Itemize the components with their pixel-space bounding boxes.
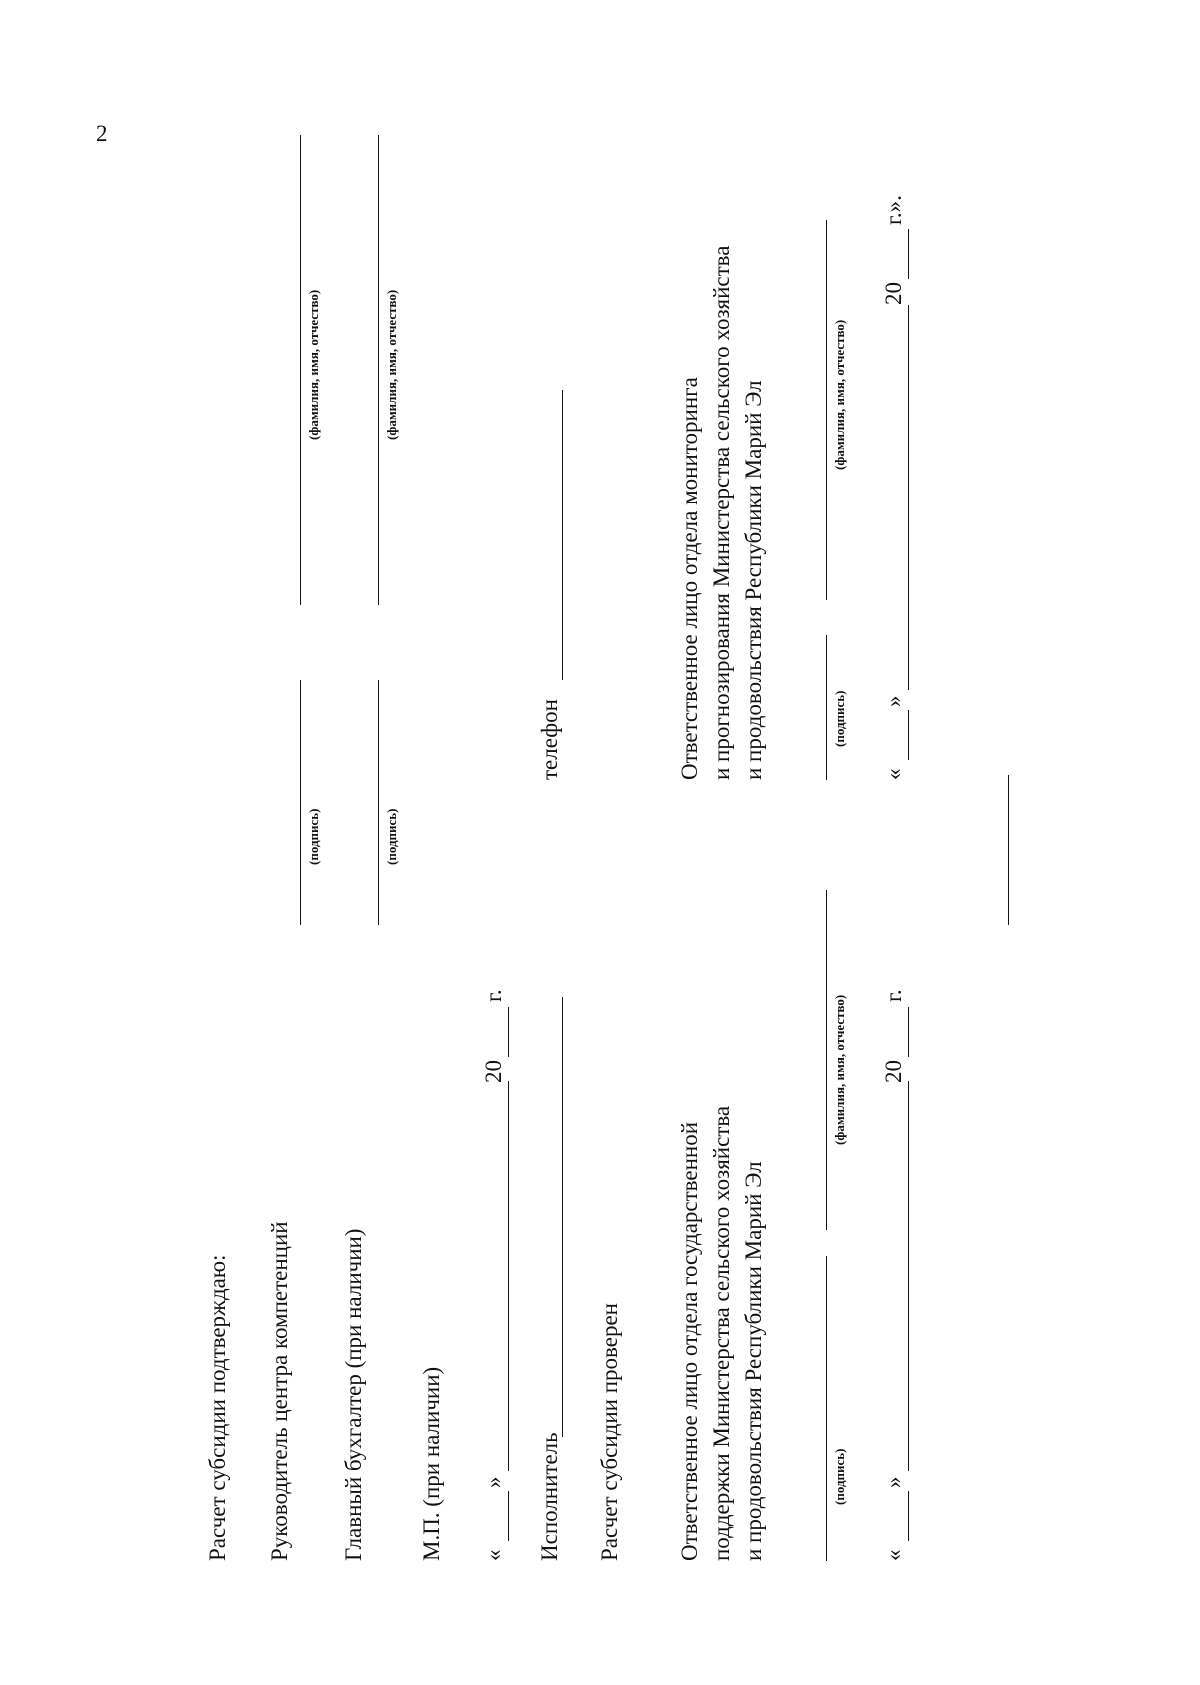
date-year-prefix-1: 20 bbox=[481, 1060, 506, 1083]
accountant-name-label: (фамилия, имя, отчество) bbox=[384, 289, 399, 440]
right-name-line bbox=[826, 220, 827, 600]
phone-label: телефон bbox=[537, 699, 562, 780]
resp-monitoring-line-1: Ответственное лицо отдела мониторинга bbox=[677, 377, 702, 780]
date-year-line-2 bbox=[908, 1007, 909, 1057]
date-year-prefix-2: 20 bbox=[881, 1060, 906, 1083]
date-year-line-3 bbox=[908, 229, 909, 279]
resp-state-support-line-3: и продовольствия Республики Марий Эл bbox=[741, 1161, 766, 1561]
left-signature-label: (подпись) bbox=[832, 1448, 847, 1505]
date-day-line-3 bbox=[908, 710, 909, 760]
date-day-line-2 bbox=[908, 1491, 909, 1541]
date-line-1: « bbox=[481, 1549, 506, 1561]
date-year-prefix-3: 20 bbox=[881, 282, 906, 305]
accountant-signature-line bbox=[378, 680, 379, 925]
left-name-label: (фамилия, имя, отчество) bbox=[832, 994, 847, 1145]
confirm-heading: Расчет субсидии подтверждаю: bbox=[205, 1254, 230, 1561]
resp-monitoring-line-3: и продовольствия Республики Марий Эл bbox=[741, 380, 766, 780]
head-center-label: Руководитель центра компетенций bbox=[267, 1221, 292, 1561]
page-number: 2 bbox=[96, 121, 108, 146]
performer-label: Исполнитель bbox=[537, 1432, 562, 1561]
right-name-label: (фамилия, имя, отчество) bbox=[832, 319, 847, 470]
accountant-name-line bbox=[378, 135, 379, 605]
date-month-line-3 bbox=[908, 305, 909, 690]
date-line-3: « bbox=[881, 768, 906, 780]
date-year-line-1 bbox=[508, 1007, 509, 1057]
head-name-line bbox=[300, 135, 301, 605]
date-year-suffix-3: г.». bbox=[881, 195, 906, 225]
date-line-2: « bbox=[881, 1549, 906, 1561]
right-signature-label: (подпись) bbox=[832, 690, 847, 747]
left-signature-line bbox=[826, 1256, 827, 1561]
date-close-quote-1: » bbox=[481, 1476, 506, 1488]
accountant-signature-label: (подпись) bbox=[384, 808, 399, 865]
closing-separator-line bbox=[1008, 775, 1009, 925]
date-day-line-1 bbox=[508, 1491, 509, 1541]
chief-accountant-label: Главный бухгалтер (при наличии) bbox=[341, 1228, 366, 1561]
left-name-line bbox=[826, 890, 827, 1230]
date-month-line-1 bbox=[508, 1081, 509, 1471]
head-name-label: (фамилия, имя, отчество) bbox=[306, 289, 321, 440]
checked-heading: Расчет субсидии проверен bbox=[597, 1303, 622, 1561]
date-year-suffix-2: г. bbox=[881, 989, 906, 1002]
resp-state-support-line-2: поддержки Министерства сельского хозяйства bbox=[709, 1105, 734, 1561]
right-signature-line bbox=[826, 635, 827, 780]
resp-monitoring-line-2: и прогнозирования Министерства сельского хозяйства bbox=[709, 245, 734, 780]
date-month-line-2 bbox=[908, 1081, 909, 1471]
stamp-label: М.П. (при наличии) bbox=[419, 1366, 444, 1561]
head-signature-label: (подпись) bbox=[306, 808, 321, 865]
phone-line bbox=[562, 390, 563, 680]
date-close-quote-2: » bbox=[881, 1476, 906, 1488]
head-signature-line bbox=[300, 680, 301, 925]
performer-line bbox=[562, 997, 563, 1437]
date-year-suffix-1: г. bbox=[481, 989, 506, 1002]
resp-state-support-line-1: Ответственное лицо отдела государственной bbox=[677, 1121, 702, 1561]
date-close-quote-3: » bbox=[881, 695, 906, 707]
